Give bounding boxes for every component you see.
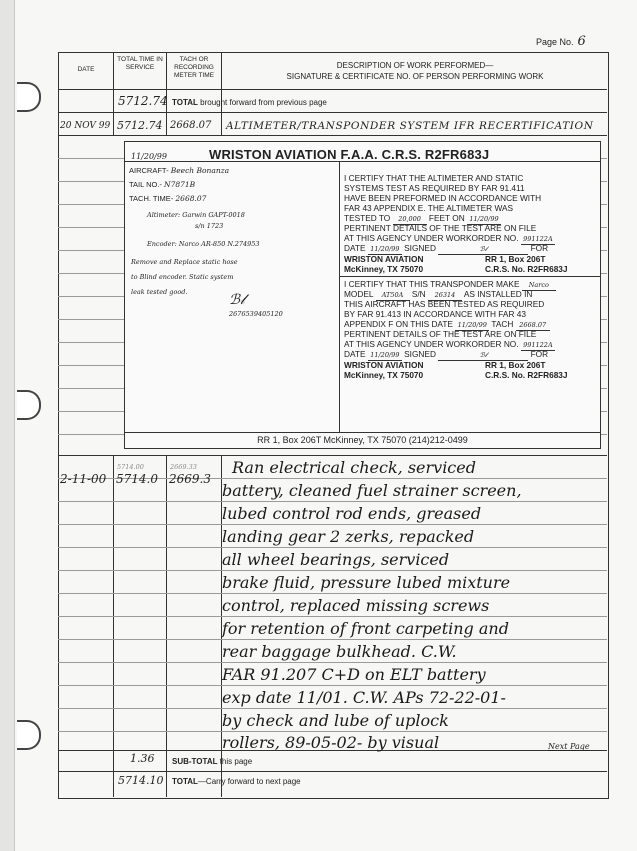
entry2-line: by check and lube of uplock [222, 711, 449, 730]
cert1-signature: ℬ𝓁 [438, 244, 528, 255]
header-description-line2: SIGNATURE & CERTIFICATE NO. OF PERSON PERFORMING WORK [286, 72, 544, 81]
stamp-footer: RR 1, Box 206T McKinney, TX 75070 (214)212-0499 [257, 435, 468, 445]
cert2-make: Narco [522, 280, 556, 291]
cert1-workorder: 991122A [521, 234, 555, 245]
binder-hole-top [17, 82, 41, 112]
header-bottom-line [58, 89, 607, 90]
entry2-line: exp date 11/01. C.W. APs 72-22-01- [222, 688, 506, 707]
header-date: DATE [77, 66, 95, 73]
cert2-line8-end: FOR [530, 349, 549, 359]
cert2-city: McKinney, TX 75070 [344, 370, 424, 380]
col-divider-tach [221, 52, 222, 135]
total-value: 5714.10 [118, 774, 164, 787]
entry1-tach: 2668.07 [170, 120, 212, 131]
cert1-altitude: 20,000 [393, 214, 427, 225]
col-divider-date [113, 52, 114, 135]
cert2-signature: ℬ𝓁 [438, 350, 528, 361]
total-label-bold: TOTAL [172, 777, 198, 786]
entry2-line: rear baggage bulkhead. C.W. [222, 642, 457, 661]
entry2-total: 5714.0 [116, 472, 158, 486]
page-number [536, 34, 586, 49]
entry2-line: brake fluid, pressure lubed mixture [222, 573, 511, 592]
cert2-addr: RR 1, Box 206T [485, 360, 546, 370]
stamp-encoder-note: Encoder: Narco AR-850 N.274953 [147, 240, 260, 248]
cert2-test-date: 11/20/99 [455, 320, 489, 331]
cert2-line5-mid: TACH [491, 319, 514, 329]
cert2-date: 11/20/99 [368, 350, 402, 361]
cert2-line7-pre: AT THIS AGENCY UNDER WORKORDER NO. [344, 339, 519, 349]
stamp-title: WRISTON AVIATION F.A.A. C.R.S. R2FR683J [209, 147, 490, 162]
cert1-line5-mid: FEET ON [428, 213, 465, 223]
entry2-line: all wheel bearings, serviced [222, 550, 450, 569]
total-label [172, 777, 301, 786]
brought-forward-label [172, 98, 327, 107]
cert1-line7-pre: AT THIS AGENCY UNDER WORKORDER NO. [344, 233, 519, 243]
subtotal-bottom-line [58, 771, 607, 772]
stamp-footer-divider [125, 432, 600, 433]
cert1-addr: RR 1, Box 206T [485, 254, 546, 264]
brought-forward-label-rest: brought forward from previous page [197, 98, 327, 107]
cert2-serial: 26314 [428, 290, 462, 301]
cert2-crs: C.R.S. No. R2FR683J [485, 370, 568, 380]
entry2-line: control, replaced missing screws [222, 596, 490, 615]
cert2-tach: 2668.07 [516, 320, 550, 331]
stamp-aircraft-value: Beech Bonanza [170, 166, 230, 175]
brought-forward-label-bold: TOTAL [172, 98, 198, 107]
subtotal-value: 1.36 [130, 752, 155, 765]
stamp-work-note-3: leak tested good. [131, 288, 188, 296]
cert2-line8-pre: DATE [344, 349, 366, 359]
cert1-line2: SYSTEMS TEST AS REQUIRED BY FAR 91.411 [344, 183, 525, 193]
cert2-line6: PERTINENT DETAILS OF THE TEST ARE ON FILE [344, 329, 537, 339]
entry2-line: rollers, 89-05-02- by visual [222, 733, 440, 752]
stamp-area-bottom-line [58, 455, 607, 456]
cert2-line4: BY FAR 91.413 IN ACCORDANCE WITH FAR 43 [344, 309, 526, 319]
cert2-org: WRISTON AVIATION [344, 360, 424, 370]
stamp-aircraft-label: AIRCRAFT- [129, 166, 169, 175]
brought-forward-bottom-line [58, 112, 607, 113]
brought-forward-value: 5712.74 [118, 94, 168, 108]
subtotal-label-bold: SUB-TOTAL [172, 757, 218, 766]
cert1-line4: FAR 43 APPENDIX E. THE ALTIMETER WAS [344, 203, 514, 213]
col-divider-date-lower [113, 455, 114, 797]
cert1-org: WRISTON AVIATION [344, 254, 424, 264]
stamp-left-signature: ℬ𝓁 [229, 292, 245, 308]
header-total-time: TOTAL TIME IN SERVICE [117, 56, 163, 71]
stamp-altimeter-sn: s/n 1723 [195, 222, 224, 230]
cert2-line1-pre: I CERTIFY THAT THIS TRANSPONDER MAKE [344, 279, 520, 289]
cert-divider [339, 276, 600, 277]
entry2-line: lubed control rod ends, greased [222, 504, 482, 523]
stamp-tail-label: TAIL NO.- [129, 180, 162, 189]
stamp-left-cert-no: 2676539405120 [229, 310, 283, 318]
cert1-crs: C.R.S. No. R2FR683J [485, 264, 568, 274]
page-number-label: Page No. [536, 37, 574, 47]
stamp-altimeter-note: Altimeter: Garwin GAPT-0018 [147, 211, 245, 219]
cert1-line3: HAVE BEEN PREFORMED IN ACCORDANCE WITH [344, 193, 542, 203]
entry1-bottom-line [58, 135, 607, 136]
cert1-city: McKinney, TX 75070 [344, 264, 424, 274]
cert2-line2-mid: S/N [411, 289, 426, 299]
cert2-workorder: 991122A [521, 340, 555, 351]
cert2-line2-end: AS INSTALLED IN [463, 289, 533, 299]
stamp-column-divider [339, 161, 340, 432]
cert1-line8-pre: DATE [344, 243, 366, 253]
col-divider-total-lower [166, 455, 167, 797]
entry2-date: 2-11-00 [60, 472, 107, 486]
entry2-line: FAR 91.207 C+D on ELT battery [222, 665, 486, 684]
cert1-line8-mid: SIGNED [404, 243, 436, 253]
stamp-date: 11/20/99 [131, 152, 167, 161]
entry2-tach: 2669.3 [169, 472, 211, 486]
cert2-line3: THIS AIRCRAFT HAS BEEN TESTED AS REQUIRED [344, 299, 545, 309]
subtotal-label [172, 757, 252, 766]
binder-hole-middle [17, 390, 41, 420]
cert2-line5-pre: APPENDIX F ON THIS DATE [344, 319, 453, 329]
header-tach: TACH OR RECORDING METER TIME [174, 56, 214, 79]
cert2-line2-pre: MODEL [344, 289, 374, 299]
cert1-line6: PERTINENT DETAILS OF THE TEST ARE ON FILE [344, 223, 537, 233]
stamp-work-note-2: to Blind encoder. Static system [131, 273, 234, 281]
stamp-tach-label: TACH. TIME- [129, 194, 174, 203]
entry2-line: landing gear 2 zerks, repacked [222, 527, 475, 546]
stamp-tach [129, 194, 206, 203]
total-label-rest: —Carry forward to next page [197, 777, 301, 786]
header-description-line1: DESCRIPTION OF WORK PERFORMED— [336, 61, 494, 70]
entry1-date: 20 NOV 99 [60, 121, 111, 131]
stamp-tail [129, 180, 195, 189]
entry2-line: battery, cleaned fuel strainer screen, [222, 481, 522, 500]
cert1-line1: I CERTIFY THAT THE ALTIMETER AND STATIC [344, 173, 524, 183]
certification-stamp [124, 141, 601, 449]
cert2-line8-mid: SIGNED [404, 349, 436, 359]
cert2-model: AT50A [376, 290, 410, 301]
binder-hole-bottom [17, 720, 41, 750]
cert1-date: 11/20/99 [368, 244, 402, 255]
entry2-tach-faint: 2669.33 [170, 463, 197, 471]
stamp-title-divider [125, 161, 600, 162]
subtotal-label-rest: this page [217, 757, 253, 766]
cert1-line8-end: FOR [530, 243, 549, 253]
entry1-total: 5712.74 [117, 119, 163, 132]
stamp-tail-value: N7871B [164, 180, 196, 189]
entry1-description: ALTIMETER/TRANSPONDER SYSTEM IFR RECERTIFICATION [226, 120, 594, 132]
entry2-total-faint: 5714.00 [117, 463, 144, 471]
stamp-work-note-1: Remove and Replace static hose [131, 258, 238, 266]
stamp-aircraft [129, 166, 229, 175]
entry2-line: for retention of front carpeting and [222, 619, 509, 638]
cert1-test-date: 11/20/99 [467, 214, 501, 225]
binder-strip [0, 0, 15, 851]
cert1-line5-pre: TESTED TO [344, 213, 391, 223]
header-description [230, 60, 600, 82]
entry2-line: Ran electrical check, serviced [232, 458, 476, 477]
entry2-next-page: Next Page [548, 742, 590, 751]
page-number-value: 6 [577, 34, 586, 49]
stamp-tach-value: 2668.07 [175, 194, 207, 203]
